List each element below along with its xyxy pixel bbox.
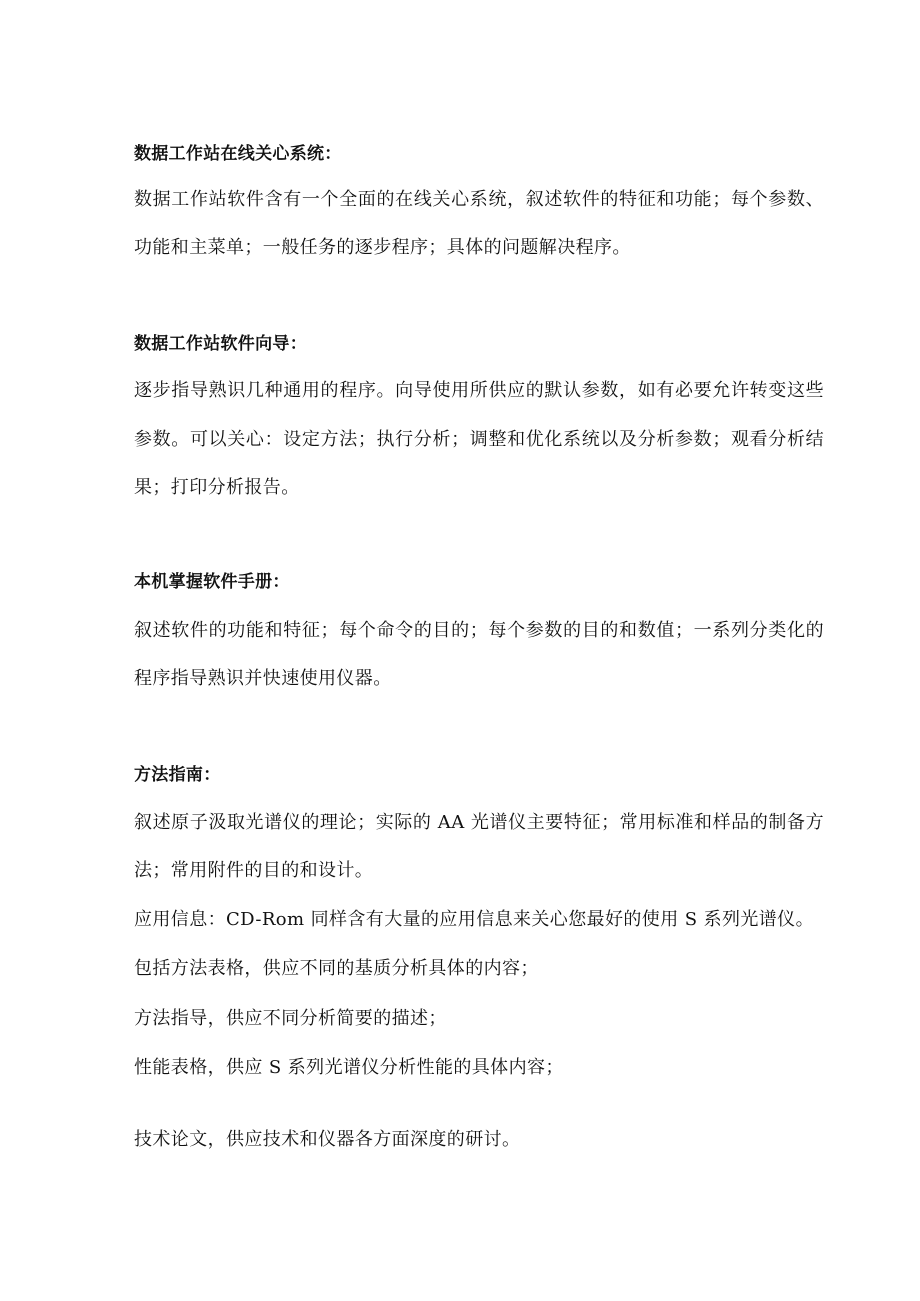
section-heading-online-help: 数据工作站在线关心系统： bbox=[134, 144, 342, 164]
section-line: 程序指导熟识并快速使用仪器。 bbox=[134, 668, 392, 689]
section-heading-method-guide: 方法指南： bbox=[134, 765, 221, 785]
section-line: 数据工作站软件含有一个全面的在线关心系统，叙述软件的特征和功能；每个参数、 bbox=[134, 189, 824, 210]
section-heading-software-wizard: 数据工作站软件向导： bbox=[134, 334, 307, 354]
section-line: 果；打印分析报告。 bbox=[134, 477, 300, 498]
section-line: 逐步指导熟识几种通用的程序。向导使用所供应的默认参数，如有必要允许转变这些 bbox=[134, 380, 824, 401]
section-line: 应用信息：CD-Rom 同样含有大量的应用信息来关心您最好的使用 S 系列光谱仪。 bbox=[134, 909, 814, 930]
section-line: 技术论文，供应技术和仪器各方面深度的研讨。 bbox=[134, 1129, 521, 1150]
section-line: 叙述软件的功能和特征；每个命令的目的；每个参数的目的和数值；一系列分类化的 bbox=[134, 620, 824, 641]
section-line: 性能表格，供应 S 系列光谱仪分析性能的具体内容； bbox=[134, 1057, 564, 1078]
section-line: 方法指导，供应不同分析简要的描述； bbox=[134, 1008, 447, 1029]
section-line: 包括方法表格，供应不同的基质分析具体的内容； bbox=[134, 958, 539, 979]
section-line: 参数。可以关心：设定方法；执行分析；调整和优化系统以及分析参数；观看分析结 bbox=[134, 429, 824, 450]
section-line: 叙述原子汲取光谱仪的理论；实际的 AA 光谱仪主要特征；常用标准和样品的制备方 bbox=[134, 812, 824, 833]
section-heading-control-manual: 本机掌握软件手册： bbox=[134, 572, 290, 592]
section-line: 法；常用附件的目的和设计。 bbox=[134, 860, 374, 881]
section-line: 功能和主菜单；一般任务的逐步程序；具体的问题解决程序。 bbox=[134, 237, 631, 258]
